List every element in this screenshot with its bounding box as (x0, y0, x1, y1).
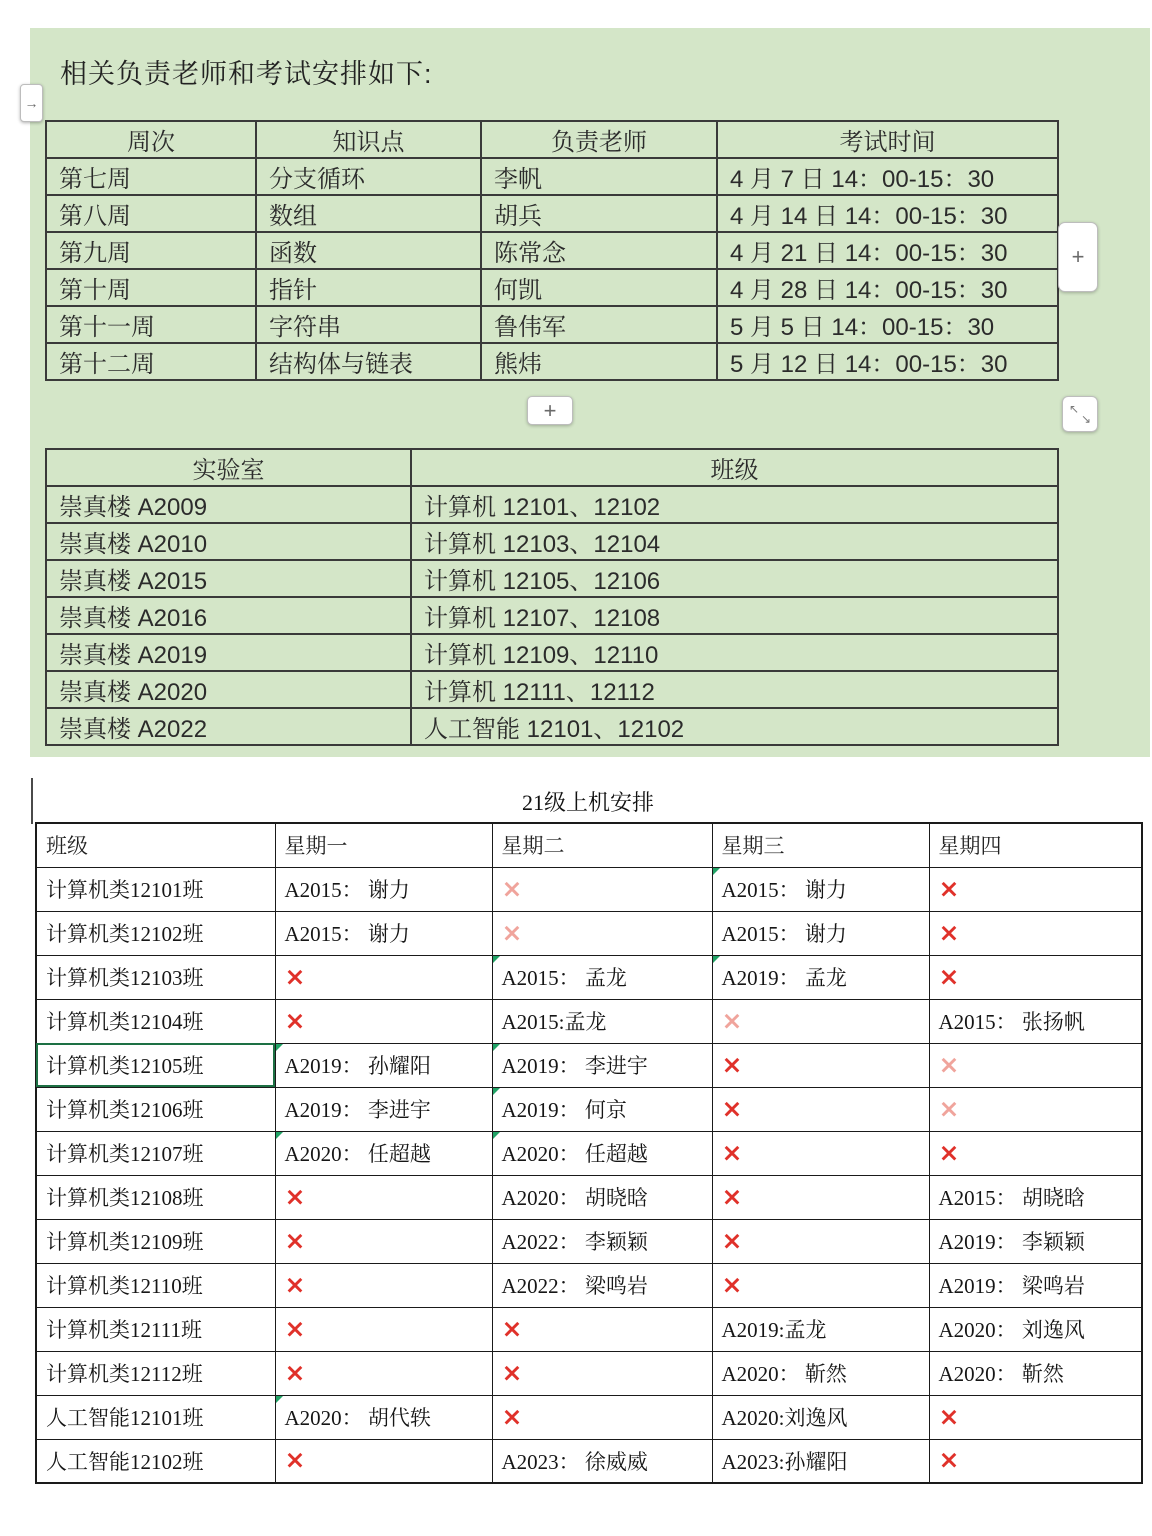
session-room-teacher: A2015： 谢力 (721, 922, 847, 946)
lab-room-cell[interactable]: 崇真楼 A2019 (46, 634, 411, 671)
lab-assignment-table (45, 448, 1059, 746)
no-session-cell[interactable] (712, 1175, 929, 1219)
schedule-row (36, 999, 1142, 1043)
machine-schedule-table (35, 822, 1143, 1484)
session-room-teacher: A2020： 胡代轶 (284, 1406, 431, 1430)
lab-column-header: 班级 (411, 449, 1058, 486)
lab-table-row (46, 523, 1058, 560)
no-session-cell[interactable] (712, 1043, 929, 1087)
session-cell[interactable] (712, 1307, 929, 1351)
schedule-column-header: 星期一 (275, 823, 492, 867)
x-mark-icon: × (501, 1401, 523, 1431)
schedule-row (36, 867, 1142, 911)
comment-marker-icon (276, 1396, 283, 1403)
topic-cell[interactable]: 字符串 (256, 306, 481, 343)
schedule-row (36, 955, 1142, 999)
lab-room-cell[interactable]: 崇真楼 A2020 (46, 671, 411, 708)
expand-table-button[interactable] (1062, 396, 1098, 432)
comment-marker-icon (493, 1088, 500, 1095)
x-mark-icon: × (284, 1005, 306, 1035)
exam-time-cell[interactable]: 4 月 21 日 14：00-15：30 (717, 232, 1058, 269)
no-session-cell[interactable] (712, 1087, 929, 1131)
teacher-cell[interactable]: 李帆 (481, 158, 717, 195)
no-session-cell[interactable] (275, 999, 492, 1043)
comment-marker-icon (493, 1044, 500, 1051)
no-session-cell[interactable] (929, 867, 1142, 911)
lab-table-header-row (46, 449, 1058, 486)
lab-classes-cell[interactable]: 人工智能 12101、12102 (411, 708, 1058, 745)
no-session-cell[interactable] (712, 1219, 929, 1263)
x-mark-icon: × (284, 1357, 306, 1387)
session-room-teacher: A2015： 谢力 (721, 878, 847, 902)
lab-room-cell[interactable]: 崇真楼 A2022 (46, 708, 411, 745)
week-cell[interactable]: 第十周 (46, 269, 256, 306)
drag-handle-button[interactable] (20, 84, 43, 122)
x-mark-icon: × (284, 1181, 306, 1211)
no-session-cell[interactable] (929, 1131, 1142, 1175)
schedule-class-cell[interactable]: 计算机类12108班 (36, 1175, 275, 1219)
session-room-teacher: A2019： 李进宇 (501, 1054, 648, 1078)
session-room-teacher: A2019： 孙耀阳 (284, 1054, 431, 1078)
x-mark-icon: × (721, 1093, 743, 1123)
x-mark-icon: × (938, 917, 960, 947)
session-cell[interactable] (275, 911, 492, 955)
comment-marker-icon (713, 868, 720, 875)
topic-cell[interactable]: 数组 (256, 195, 481, 232)
schedule-column-header: 星期二 (492, 823, 712, 867)
schedule-column-header: 班级 (36, 823, 275, 867)
session-room-teacher: A2019： 李进宇 (284, 1098, 431, 1122)
session-cell[interactable] (712, 1395, 929, 1439)
week-cell[interactable]: 第十一周 (46, 306, 256, 343)
no-session-cell[interactable] (275, 1351, 492, 1395)
comment-marker-icon (713, 956, 720, 963)
no-session-cell[interactable] (929, 1395, 1142, 1439)
session-room-teacher: A2020： 靳然 (721, 1362, 847, 1386)
x-mark-icon: × (938, 873, 960, 903)
schedule-row (36, 1395, 1142, 1439)
session-cell[interactable] (712, 911, 929, 955)
exam-column-header: 考试时间 (717, 121, 1058, 158)
week-cell[interactable]: 第八周 (46, 195, 256, 232)
machine-schedule-title: 21级上机安排 (521, 790, 654, 815)
no-session-cell[interactable] (929, 955, 1142, 999)
x-mark-icon: × (721, 1137, 743, 1167)
comment-marker-icon (276, 1044, 283, 1051)
session-cell[interactable] (712, 1351, 929, 1395)
x-mark-icon: × (284, 1269, 306, 1299)
comment-marker-icon (276, 1132, 283, 1139)
exam-table-row (46, 343, 1058, 380)
schedule-class-cell[interactable]: 计算机类12112班 (36, 1351, 275, 1395)
schedule-class-cell[interactable]: 人工智能12101班 (36, 1395, 275, 1439)
no-session-cell[interactable] (712, 1131, 929, 1175)
lab-column-header: 实验室 (46, 449, 411, 486)
lab-room-cell[interactable]: 崇真楼 A2015 (46, 560, 411, 597)
week-cell[interactable]: 第七周 (46, 158, 256, 195)
comment-marker-icon (493, 1132, 500, 1139)
session-room-teacher: A2020： 任超越 (284, 1142, 431, 1166)
session-cell[interactable] (492, 1087, 712, 1131)
schedule-row (36, 911, 1142, 955)
document-section (30, 28, 1150, 757)
no-session-cell[interactable] (929, 1043, 1142, 1087)
comment-marker-icon (493, 956, 500, 963)
session-room-teacher: A2020： 胡晓晗 (501, 1186, 648, 1210)
topic-cell[interactable]: 指针 (256, 269, 481, 306)
no-session-cell[interactable] (275, 955, 492, 999)
schedule-class-cell[interactable]: 计算机类12103班 (36, 955, 275, 999)
lab-classes-cell[interactable]: 计算机 12101、12102 (411, 486, 1058, 523)
teacher-cell[interactable]: 熊炜 (481, 343, 717, 380)
no-session-cell[interactable] (275, 1219, 492, 1263)
x-mark-icon: × (501, 873, 523, 903)
topic-cell[interactable]: 结构体与链表 (256, 343, 481, 380)
lab-classes-cell[interactable]: 计算机 12107、12108 (411, 597, 1058, 634)
x-mark-icon: × (721, 1049, 743, 1079)
session-room-teacher: A2020： 任超越 (501, 1142, 648, 1166)
x-mark-icon: × (284, 1445, 306, 1475)
no-session-cell[interactable] (929, 1087, 1142, 1131)
schedule-class-cell[interactable]: 计算机类12101班 (36, 867, 275, 911)
schedule-row (36, 1263, 1142, 1307)
exam-table-row (46, 158, 1058, 195)
session-cell[interactable] (712, 955, 929, 999)
session-cell[interactable] (929, 999, 1142, 1043)
session-cell[interactable] (492, 1175, 712, 1219)
exam-table-row (46, 195, 1058, 232)
session-room-teacher: A2019： 梁鸣岩 (938, 1274, 1085, 1298)
exam-time-cell[interactable]: 5 月 5 日 14：00-15：30 (717, 306, 1058, 343)
schedule-class-cell[interactable]: 计算机类12104班 (36, 999, 275, 1043)
x-mark-icon: × (284, 961, 306, 991)
add-row-button[interactable]: + (527, 396, 573, 425)
schedule-row (36, 1043, 1142, 1087)
x-mark-icon: × (938, 1137, 960, 1167)
exam-schedule-table (45, 120, 1059, 381)
schedule-class-cell[interactable]: 计算机类12107班 (36, 1131, 275, 1175)
lab-table-row (46, 671, 1058, 708)
schedule-row (36, 1087, 1142, 1131)
teacher-cell[interactable]: 陈常念 (481, 232, 717, 269)
session-cell[interactable] (929, 1219, 1142, 1263)
teacher-cell[interactable]: 鲁伟军 (481, 306, 717, 343)
schedule-column-header: 星期三 (712, 823, 929, 867)
lab-room-cell[interactable]: 崇真楼 A2016 (46, 597, 411, 634)
no-session-cell[interactable] (492, 1307, 712, 1351)
lab-table-row (46, 560, 1058, 597)
lab-room-cell[interactable]: 崇真楼 A2010 (46, 523, 411, 560)
session-cell[interactable] (492, 1043, 712, 1087)
session-cell[interactable] (275, 1087, 492, 1131)
week-cell[interactable]: 第十二周 (46, 343, 256, 380)
session-cell[interactable] (275, 1131, 492, 1175)
session-cell[interactable] (492, 1131, 712, 1175)
session-cell[interactable] (712, 1439, 929, 1483)
right-arrow-icon: → (24, 95, 39, 111)
session-cell[interactable] (712, 867, 929, 911)
exam-table-header-row (46, 121, 1058, 158)
lab-table-row (46, 597, 1058, 634)
schedule-class-cell-selected[interactable]: 计算机类12105班 (36, 1043, 275, 1087)
session-room-teacher: A2015： 张扬帆 (938, 1010, 1085, 1034)
no-session-cell[interactable] (492, 911, 712, 955)
schedule-class-cell[interactable]: 计算机类12111班 (36, 1307, 275, 1351)
x-mark-icon: × (938, 1093, 960, 1123)
exam-time-cell[interactable]: 4 月 28 日 14：00-15：30 (717, 269, 1058, 306)
session-room-teacher: A2023： 徐威威 (501, 1449, 648, 1474)
no-session-cell[interactable] (275, 1439, 492, 1483)
x-mark-icon: × (721, 1269, 743, 1299)
resize-diagonal-icon: ↖ ↘ (1069, 402, 1091, 426)
schedule-header-row (36, 823, 1142, 867)
schedule-row (36, 1439, 1142, 1483)
teacher-cell[interactable]: 胡兵 (481, 195, 717, 232)
add-column-button[interactable]: + (1058, 222, 1098, 292)
schedule-class-cell[interactable]: 计算机类12110班 (36, 1263, 275, 1307)
exam-time-cell[interactable]: 5 月 12 日 14：00-15：30 (717, 343, 1058, 380)
schedule-row (36, 1175, 1142, 1219)
session-room-teacher: A2015： 谢力 (284, 922, 410, 946)
topic-cell[interactable]: 分支循环 (256, 158, 481, 195)
session-cell[interactable] (929, 1307, 1142, 1351)
session-room-teacher: A2015:孟龙 (501, 1010, 607, 1034)
topic-cell[interactable]: 函数 (256, 232, 481, 269)
session-cell[interactable] (492, 1263, 712, 1307)
session-cell[interactable] (929, 1263, 1142, 1307)
schedule-class-cell[interactable]: 人工智能12102班 (36, 1439, 275, 1483)
schedule-row (36, 1131, 1142, 1175)
x-mark-icon: × (501, 1357, 523, 1387)
week-cell[interactable]: 第九周 (46, 232, 256, 269)
schedule-row (36, 1351, 1142, 1395)
session-room-teacher: A2015： 谢力 (284, 878, 410, 902)
session-room-teacher: A2019： 李颖颖 (938, 1230, 1085, 1254)
session-cell[interactable] (275, 867, 492, 911)
x-mark-icon: × (938, 1401, 960, 1431)
session-cell[interactable] (492, 955, 712, 999)
x-mark-icon: × (501, 917, 523, 947)
session-room-teacher: A2019:孟龙 (721, 1318, 827, 1342)
session-room-teacher: A2019： 孟龙 (721, 966, 847, 990)
no-session-cell[interactable] (492, 1395, 712, 1439)
x-mark-icon: × (721, 1005, 743, 1035)
exam-column-header: 负责老师 (481, 121, 717, 158)
x-mark-icon: × (938, 1049, 960, 1079)
schedule-class-cell[interactable]: 计算机类12106班 (36, 1087, 275, 1131)
session-room-teacher: A2020： 靳然 (938, 1362, 1064, 1386)
exam-table-row (46, 232, 1058, 269)
lab-classes-cell[interactable]: 计算机 12111、12112 (411, 671, 1058, 708)
exam-column-header: 周次 (46, 121, 256, 158)
exam-time-cell[interactable]: 4 月 7 日 14：00-15：30 (717, 158, 1058, 195)
session-cell[interactable] (492, 1219, 712, 1263)
sheet-left-gridline (31, 778, 33, 824)
lab-classes-cell[interactable]: 计算机 12109、12110 (411, 634, 1058, 671)
session-room-teacher: A2022： 梁鸣岩 (501, 1274, 648, 1298)
no-session-cell[interactable] (492, 867, 712, 911)
teacher-cell[interactable]: 何凯 (481, 269, 717, 306)
session-room-teacher: A2015： 孟龙 (501, 966, 627, 990)
no-session-cell[interactable] (275, 1307, 492, 1351)
no-session-cell[interactable] (492, 1351, 712, 1395)
schedule-row (36, 1219, 1142, 1263)
x-mark-icon: × (284, 1313, 306, 1343)
session-room-teacher: A2015： 胡晓晗 (938, 1186, 1085, 1210)
session-cell[interactable] (929, 1175, 1142, 1219)
lab-table-row (46, 634, 1058, 671)
session-cell[interactable] (492, 999, 712, 1043)
no-session-cell[interactable] (712, 1263, 929, 1307)
no-session-cell[interactable] (929, 1439, 1142, 1483)
lab-classes-cell[interactable]: 计算机 12103、12104 (411, 523, 1058, 560)
no-session-cell[interactable] (275, 1175, 492, 1219)
lab-classes-cell[interactable]: 计算机 12105、12106 (411, 560, 1058, 597)
schedule-class-cell[interactable]: 计算机类12109班 (36, 1219, 275, 1263)
session-cell[interactable] (275, 1395, 492, 1439)
no-session-cell[interactable] (929, 911, 1142, 955)
schedule-row (36, 1307, 1142, 1351)
session-room-teacher: A2019： 何京 (501, 1098, 627, 1122)
session-cell[interactable] (929, 1351, 1142, 1395)
exam-table-row (46, 306, 1058, 343)
session-room-teacher: A2020： 刘逸风 (938, 1318, 1085, 1342)
section-title: 相关负责老师和考试安排如下: (60, 59, 433, 89)
no-session-cell[interactable] (712, 999, 929, 1043)
session-room-teacher: A2020:刘逸风 (721, 1406, 848, 1430)
x-mark-icon: × (938, 961, 960, 991)
no-session-cell[interactable] (275, 1263, 492, 1307)
lab-room-cell[interactable]: 崇真楼 A2009 (46, 486, 411, 523)
x-mark-icon: × (721, 1225, 743, 1255)
x-mark-icon: × (938, 1445, 960, 1475)
session-room-teacher: A2022： 李颖颖 (501, 1230, 648, 1254)
schedule-class-cell[interactable]: 计算机类12102班 (36, 911, 275, 955)
x-mark-icon: × (501, 1313, 523, 1343)
schedule-column-header: 星期四 (929, 823, 1142, 867)
session-room-teacher: A2023:孙耀阳 (721, 1449, 848, 1474)
session-cell[interactable] (492, 1439, 712, 1483)
exam-time-cell[interactable]: 4 月 14 日 14：00-15：30 (717, 195, 1058, 232)
x-mark-icon: × (284, 1225, 306, 1255)
exam-column-header: 知识点 (256, 121, 481, 158)
session-cell[interactable] (275, 1043, 492, 1087)
lab-table-row (46, 708, 1058, 745)
lab-table-row (46, 486, 1058, 523)
x-mark-icon: × (721, 1181, 743, 1211)
exam-table-row (46, 269, 1058, 306)
